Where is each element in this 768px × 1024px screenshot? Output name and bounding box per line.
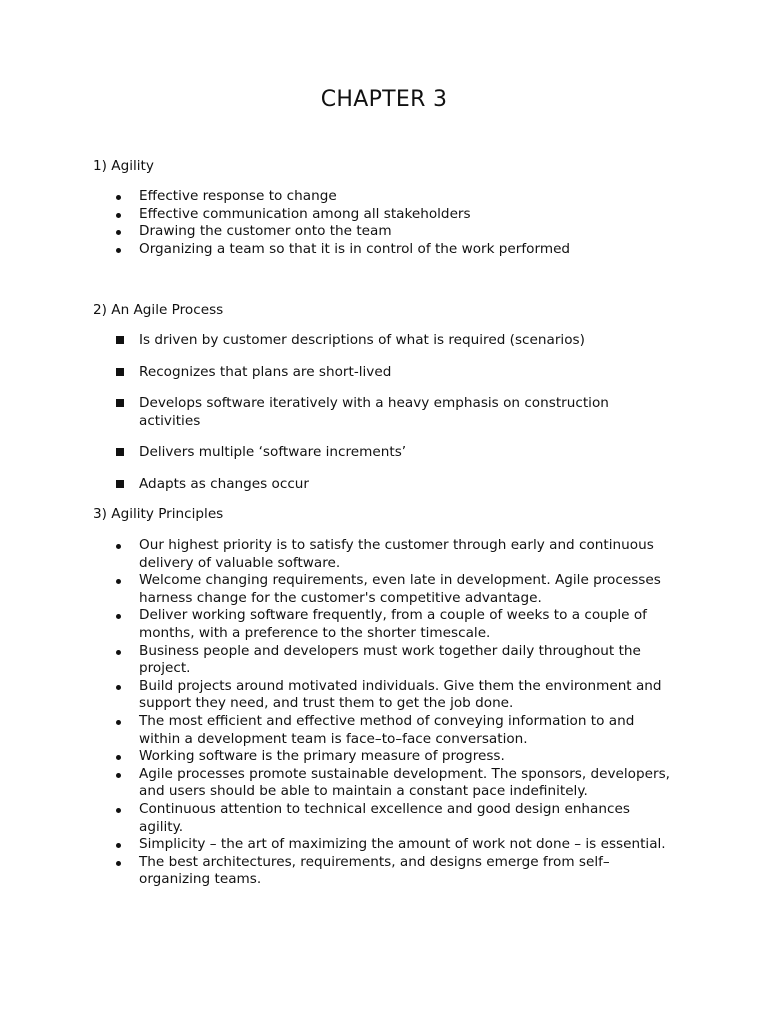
square-bullet-icon	[116, 476, 124, 494]
bullet-icon	[116, 572, 121, 590]
bullet-icon	[116, 854, 121, 872]
bullet-icon	[116, 678, 121, 696]
square-bullet-icon	[116, 364, 124, 382]
square-bullet-icon	[116, 395, 124, 413]
list-item: Effective response to change	[0, 188, 674, 206]
list-item: Effective communication among all stakeholders	[0, 206, 674, 224]
section-agility-principles-heading: 3) Agility Principles	[93, 506, 224, 522]
bullet-icon	[116, 766, 121, 784]
list-item: Our highest priority is to satisfy the customer through early and continuous delivery of valuable software.	[0, 537, 674, 572]
list-item: Agile processes promote sustainable development. The sponsors, developers, and users should be able to maintain a constant pace indefinitely.	[0, 766, 674, 801]
chapter-title: CHAPTER 3	[320, 87, 448, 112]
section-agile-process-heading: 2) An Agile Process	[93, 302, 224, 318]
square-bullet-icon	[116, 444, 124, 462]
list-item: Is driven by customer descriptions of what is required (scenarios)	[0, 332, 674, 350]
list-item: Delivers multiple ‘software increments’	[0, 444, 674, 462]
bullet-icon	[116, 713, 121, 731]
bullet-icon	[116, 643, 121, 661]
list-item: Recognizes that plans are short-lived	[0, 364, 674, 382]
list-item: Continuous attention to technical excellence and good design enhances agility.	[0, 801, 674, 836]
bullet-icon	[116, 206, 121, 224]
list-item: Working software is the primary measure of progress.	[0, 748, 674, 766]
section-agility-heading: 1) Agility	[93, 158, 154, 174]
list-item: Build projects around motivated individuals. Give them the environment and support they need, and trust them to get the job done.	[0, 678, 674, 713]
list-item: Business people and developers must work together daily throughout the project.	[0, 643, 674, 678]
list-item: Deliver working software frequently, from a couple of weeks to a couple of months, with a preference to the shorter timescale.	[0, 607, 674, 642]
bullet-icon	[116, 223, 121, 241]
list-item: Develops software iteratively with a heavy emphasis on construction activities	[0, 395, 674, 430]
agility-principles-list	[0, 537, 674, 889]
bullet-icon	[116, 241, 121, 259]
list-item: Simplicity – the art of maximizing the amount of work not done – is essential.	[0, 836, 674, 854]
list-item: The best architectures, requirements, and designs emerge from self–organizing teams.	[0, 854, 674, 889]
list-item: Drawing the customer onto the team	[0, 223, 674, 241]
bullet-icon	[116, 801, 121, 819]
bullet-icon	[116, 836, 121, 854]
list-item: Organizing a team so that it is in control of the work performed	[0, 241, 674, 259]
bullet-icon	[116, 748, 121, 766]
list-item: Adapts as changes occur	[0, 476, 674, 494]
list-item: The most efficient and effective method of conveying information to and within a development team is face–to–face conversation.	[0, 713, 674, 748]
bullet-icon	[116, 188, 121, 206]
agility-list	[0, 188, 674, 258]
agile-process-list	[0, 332, 674, 508]
bullet-icon	[116, 607, 121, 625]
list-item: Welcome changing requirements, even late in development. Agile processes harness change for the customer's competitive advantage.	[0, 572, 674, 607]
bullet-icon	[116, 537, 121, 555]
square-bullet-icon	[116, 332, 124, 350]
